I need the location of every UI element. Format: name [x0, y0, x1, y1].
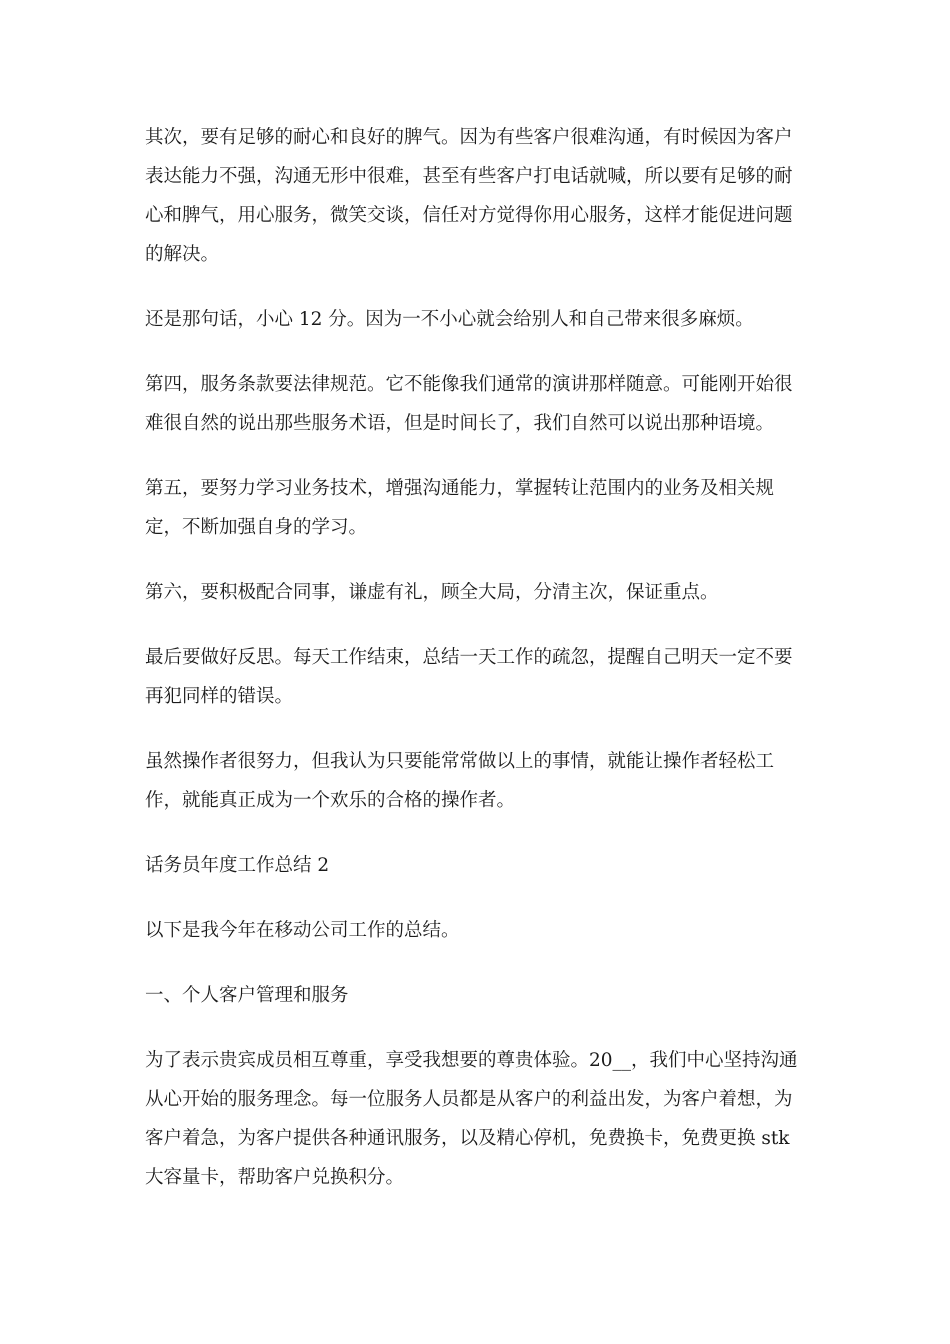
section-title: 话务员年度工作总结 2: [145, 855, 330, 876]
paragraph-fourth: 第四，服务条款要法律规范。它不能像我们通常的演讲那样随意。可能刚开始很难很自然的说出那些服务术语，但是时间长了，我们自然可以说出那种语境。: [145, 374, 793, 434]
subsection-heading: 一、个人客户管理和服务: [145, 985, 349, 1006]
document-body: [145, 118, 810, 1223]
paragraph-patience: 其次，要有足够的耐心和良好的脾气。因为有些客户很难沟通，有时候因为客户表达能力不强，沟通无形中很难，甚至有些客户打电话就喊，所以要有足够的耐心和脾气，用心服务，微笑交谈，信任对方觉得你用心服务，这样才能促进问题的解决。: [145, 127, 793, 265]
paragraph-careful: 还是那句话，小心 12 分。因为一不小心就会给别人和自己带来很多麻烦。: [145, 309, 754, 330]
paragraph-reflection: 最后要做好反思。每天工作结束，总结一天工作的疏忽，提醒自己明天一定不要再犯同样的错误。: [145, 647, 793, 707]
paragraph-intro: 以下是我今年在移动公司工作的总结。: [145, 920, 460, 941]
paragraph-vip-service: 为了表示贵宾成员相互尊重，享受我想要的尊贵体验。20__，我们中心坚持沟通从心开始的服务理念。每一位服务人员都是从客户的利益出发，为客户着想，为客户着急，为客户提供各种通讯服务，以及精心停机，免费换卡，免费更换 stk 大容量卡，帮助客户兑换积分。: [145, 1050, 798, 1188]
paragraph-conclusion: 虽然操作者很努力，但我认为只要能常常做以上的事情，就能让操作者轻松工作，就能真正成为一个欢乐的合格的操作者。: [145, 751, 775, 811]
paragraph-fifth: 第五，要努力学习业务技术，增强沟通能力，掌握转让范围内的业务及相关规定，不断加强自身的学习。: [145, 478, 775, 538]
paragraph-sixth: 第六，要积极配合同事，谦虚有礼，顾全大局，分清主次，保证重点。: [145, 582, 719, 603]
